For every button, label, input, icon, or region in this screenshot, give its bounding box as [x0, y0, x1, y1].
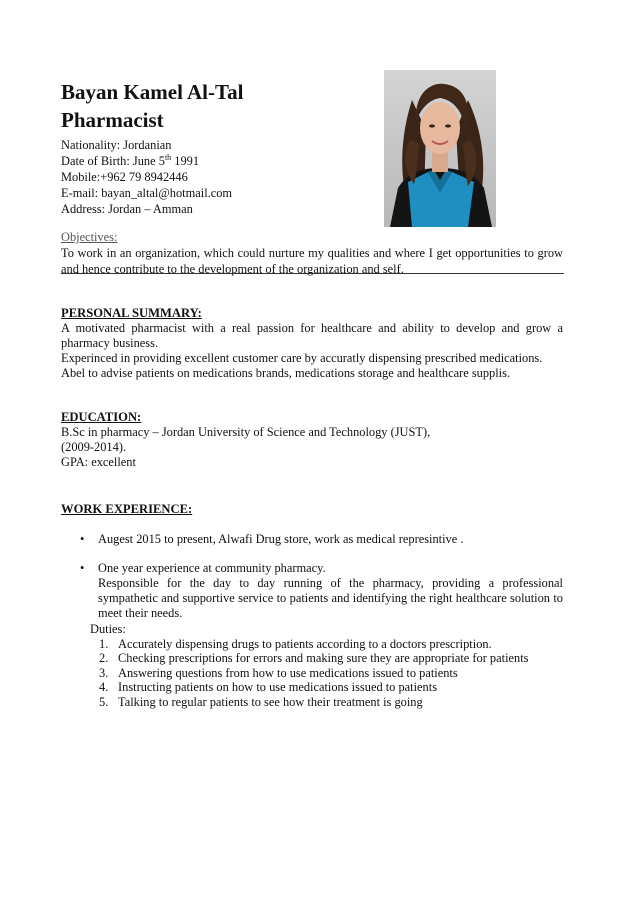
education-section — [61, 409, 563, 470]
work-experience-heading-block — [61, 501, 563, 517]
duty-number: 1. — [99, 636, 109, 651]
duty-number: 4. — [99, 680, 109, 694]
duties-list — [90, 622, 528, 709]
duty-item — [90, 680, 528, 695]
duty-text: Answering questions from how to use medications issued to patients — [118, 665, 458, 680]
dob-superscript: th — [164, 152, 172, 162]
duty-number: 5. — [99, 694, 109, 709]
duty-item — [90, 666, 528, 681]
bullet-icon: • — [80, 561, 85, 575]
job-responsibility: Responsible for the day to day running of the pharmacy, providing a professional sympathetic and supportive service to patients and identifying the right healthcare solution to meet their needs. — [98, 576, 563, 620]
contact-info — [61, 137, 232, 217]
job-title: Pharmacist — [61, 108, 164, 132]
duty-number: 2. — [99, 651, 109, 665]
duty-text: Talking to regular patients to see how their treatment is going — [118, 694, 423, 709]
nationality: Nationality: Jordanian — [61, 138, 172, 152]
profile-photo — [384, 70, 496, 227]
summary-paragraph: Experinced in providing excellent customer care by accuratly dispensing prescribed medications. — [61, 351, 543, 365]
date-of-birth — [61, 153, 232, 169]
portrait-illustration — [384, 70, 496, 227]
work-experience-item — [61, 532, 563, 547]
duty-item — [90, 637, 528, 652]
objectives-text: To work in an organization, which could nurture my qualities and where I get opportunities to grow and hence contribute to the development of the organization and self. — [61, 246, 563, 276]
work-experience-item — [61, 561, 563, 621]
duty-number: 3. — [99, 665, 109, 680]
duties-label: Duties: — [90, 622, 126, 636]
mobile: Mobile:+962 79 8942446 — [61, 170, 188, 184]
bullet-icon: • — [80, 532, 85, 546]
duty-text: Accurately dispensing drugs to patients according to a doctors prescription. — [118, 636, 492, 651]
objectives-section — [61, 229, 563, 277]
job-description: Augest 2015 to present, Alwafi Drug store, work as medical represintive . — [98, 532, 464, 546]
duty-text: Instructing patients on how to use medications issued to patients — [118, 680, 438, 694]
duty-text: Checking prescriptions for errors and making sure they are appropriate for patients — [118, 651, 529, 665]
email: E-mail: bayan_altal@hotmail.com — [61, 186, 233, 200]
study-years: (2009-2014). — [61, 440, 127, 454]
candidate-name: Bayan Kamel Al-Tal — [61, 80, 244, 104]
job-title-line: One year experience at community pharmacy. — [98, 561, 326, 575]
dob-year: 1991 — [171, 154, 200, 168]
divider — [61, 273, 564, 274]
duty-item — [90, 695, 528, 710]
duty-item — [90, 651, 528, 666]
gpa: GPA: excellent — [61, 455, 136, 469]
summary-paragraph: A motivated pharmacist with a real passion for healthcare and ability to develop and grow a pharmacy business. — [61, 321, 563, 350]
work-experience-heading: WORK EXPERIENCE: — [61, 502, 193, 516]
summary-paragraph: Abel to advise patients on medications brands, medications storage and healthcare supplis. — [61, 366, 511, 380]
objectives-heading: Objectives: — [61, 230, 118, 244]
personal-summary-section — [61, 305, 563, 381]
degree: B.Sc in pharmacy – Jordan University of Science and Technology (JUST), — [61, 425, 431, 439]
personal-summary-heading: PERSONAL SUMMARY: — [61, 306, 202, 320]
dob-prefix: Date of Birth: June 5 — [61, 154, 165, 168]
education-heading: EDUCATION: — [61, 410, 142, 424]
address: Address: Jordan – Amman — [61, 202, 193, 216]
